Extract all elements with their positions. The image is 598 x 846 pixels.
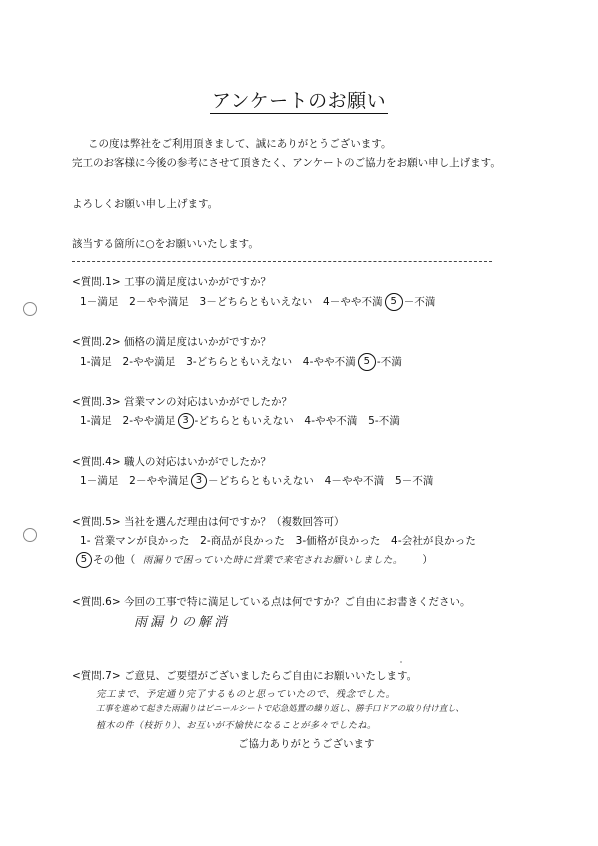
question-4-selected-answer: 3: [191, 473, 207, 489]
intro-line-2: 完工のお客様に今後の参考にさせて頂きたく、アンケートのご協力をお願い申し上げます。: [72, 157, 501, 169]
question-3-options-tail: -どちらともいえない 4-やや不満 5-不満: [194, 415, 400, 427]
question-7-answer-line-2: 工事を進めて起きた雨漏りはビニールシートで応急処置の繰り返し、勝手口ドアの取り付け直し、: [96, 703, 464, 713]
question-4-options: [80, 473, 434, 489]
intro-line-1: この度は弊社をご利用頂きまして、誠にありがとうございます。: [88, 138, 392, 150]
intro-line-4: 該当する箇所に○をお願いいたします。: [72, 238, 259, 250]
question-3-label: <質問.3> 営業マンの対応はいかがでしたか？: [72, 396, 292, 408]
question-5-other-answer: 雨漏りで困っていた時に営業で来宅されお願いしました。: [142, 555, 403, 566]
question-5-selected-answer: 5: [76, 552, 92, 568]
question-4-options-text: 1－満足 2－やや満足: [80, 475, 189, 487]
page-title: アンケートのお願い: [211, 90, 387, 112]
question-3-options: [80, 413, 400, 429]
question-5-other-close: ）: [422, 554, 433, 566]
question-7-answer-line-1: 完工まで、予定通り完了するものと思っていたので、残念でした。: [96, 689, 396, 700]
question-1-selected-answer: 5: [385, 293, 403, 311]
question-6-label: <質問.6> 今回の工事で特に満足している点は何ですか？ご自由にお書きください。: [72, 596, 471, 608]
question-1-options-tail: －不満: [403, 296, 436, 308]
question-4-label: <質問.4> 職人の対応はいかがでしたか？: [72, 456, 271, 468]
question-5-other-label: その他（: [93, 554, 136, 566]
question-2-options: [80, 353, 402, 371]
question-3-selected-answer: 3: [178, 413, 194, 429]
question-5-other-row: [74, 552, 433, 568]
intro-line-3: よろしくお願い申し上げます。: [72, 198, 219, 210]
question-2-options-tail: -不満: [376, 356, 402, 368]
question-6-answer: 雨漏りの解消: [134, 615, 231, 630]
question-5-options: 1- 営業マンが良かった 2-商品が良かった 3-価格が良かった 4-会社が良かった: [80, 535, 476, 547]
question-2-selected-answer: 5: [358, 353, 376, 371]
scan-speck: [400, 661, 402, 663]
question-2-label: <質問.2> 価格の満足度はいかがですか？: [72, 336, 271, 348]
question-2-options-text: 1-満足 2-やや満足 3-どちらともいえない 4-やや不満: [80, 356, 356, 368]
punch-hole-top: [23, 302, 37, 316]
punch-hole-bottom: [23, 528, 37, 542]
section-divider: [72, 261, 492, 262]
question-4-options-tail: －どちらともいえない 4－やや不満 5－不満: [207, 475, 434, 487]
question-5-label: <質問.5> 当社を選んだ理由は何ですか？（複数回答可）: [72, 516, 345, 528]
closing-message: ご協力ありがとうございます: [238, 738, 375, 750]
question-7-answer-line-3: 植木の件（枝折り）、お互いが不愉快になることが多々でしたね。: [96, 721, 377, 731]
question-1-options: [80, 293, 436, 311]
question-3-options-text: 1-満足 2-やや満足: [80, 415, 176, 427]
question-1-options-text: 1－満足 2－やや満足 3－どちらともいえない 4－やや不満: [80, 296, 383, 308]
question-1-label: <質問.1> 工事の満足度はいかがですか？: [72, 276, 271, 288]
question-7-label: <質問.7> ご意見、ご要望がございましたらご自由にお願いいたします。: [72, 670, 418, 682]
